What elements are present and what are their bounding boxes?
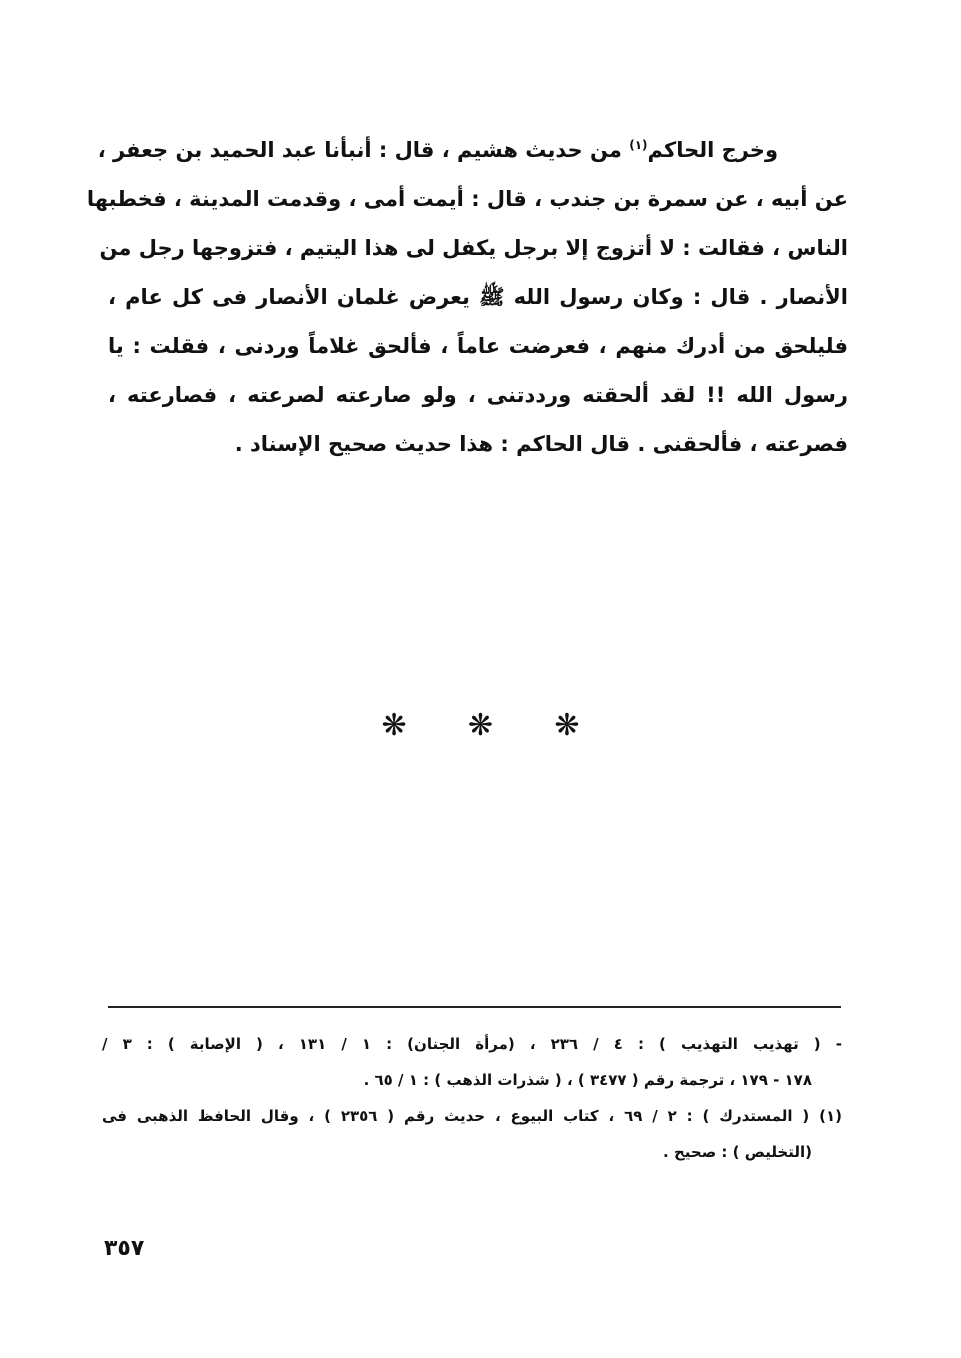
star-icon: ❋ <box>467 708 494 743</box>
star-icon: ❋ <box>381 708 407 743</box>
body-text <box>86 126 848 469</box>
text-line-6: رسول الله !! لقد ألحقته ورددتنى ، ولو صارعته لصرعته ، فصارعته ، <box>108 383 848 407</box>
footnote-0-line-1: - ( تهذيب التهذيب ) : ٤ / ٢٣٦ ، (مرأة الجنان) : ١ / ١٣١ ، ( الإصابة ) : ٣ / <box>102 1035 842 1053</box>
footnote-divider <box>108 1006 841 1008</box>
text-line-5: فليلحق من أدرك منهم ، فعرضت عاماً ، فألحق غلاماً وردنى ، فقلت : يا <box>108 334 848 358</box>
page-number: ٣٥٧ <box>104 1236 145 1261</box>
text-line-7: فصرعته ، فألحقنى . قال الحاكم : هذا حديث صحيح الإسناد . <box>234 432 848 456</box>
footnote-reference[interactable]: (١) <box>629 138 648 152</box>
text-line-2: عن أبيه ، عن سمرة بن جندب ، قال : أيمت أمى ، وقدمت المدينة ، فخطبها <box>86 187 848 211</box>
text-line-3: الناس ، فقالت : لا أتزوج إلا برجل يكفل لى هذا اليتيم ، فتزوجها رجل من <box>99 236 848 260</box>
footnote-1-line-1: (١) ( المستدرك ) : ٢ / ٦٩ ، كتاب البيوع ، حديث رقم ( ٢٣٥٦ ) ، وقال الحافظ الذهبى فى <box>102 1107 842 1125</box>
text-line-4: الأنصار . قال : وكان رسول الله ﷺ يعرض غلمان الأنصار فى كل عام ، <box>108 285 848 309</box>
text-line-1-start: وخرج الحاكم <box>647 138 778 162</box>
star-icon: ❋ <box>554 708 580 743</box>
text-line-1 <box>97 126 848 175</box>
section-separator <box>0 708 961 743</box>
text-line-1-end: من حديث هشيم ، قال : أنبأنا عبد الحميد بن جعفر ، <box>97 138 630 162</box>
footnote-1-line-2: (التخليص ) : صحيح . <box>663 1143 812 1161</box>
footnote-0-line-2: ١٧٨ - ١٧٩ ، ترجمة رقم ( ٣٤٧٧ ) ، ( شذرات الذهب ) : ١ / ٦٥ . <box>363 1071 812 1089</box>
footnotes <box>102 1026 842 1170</box>
